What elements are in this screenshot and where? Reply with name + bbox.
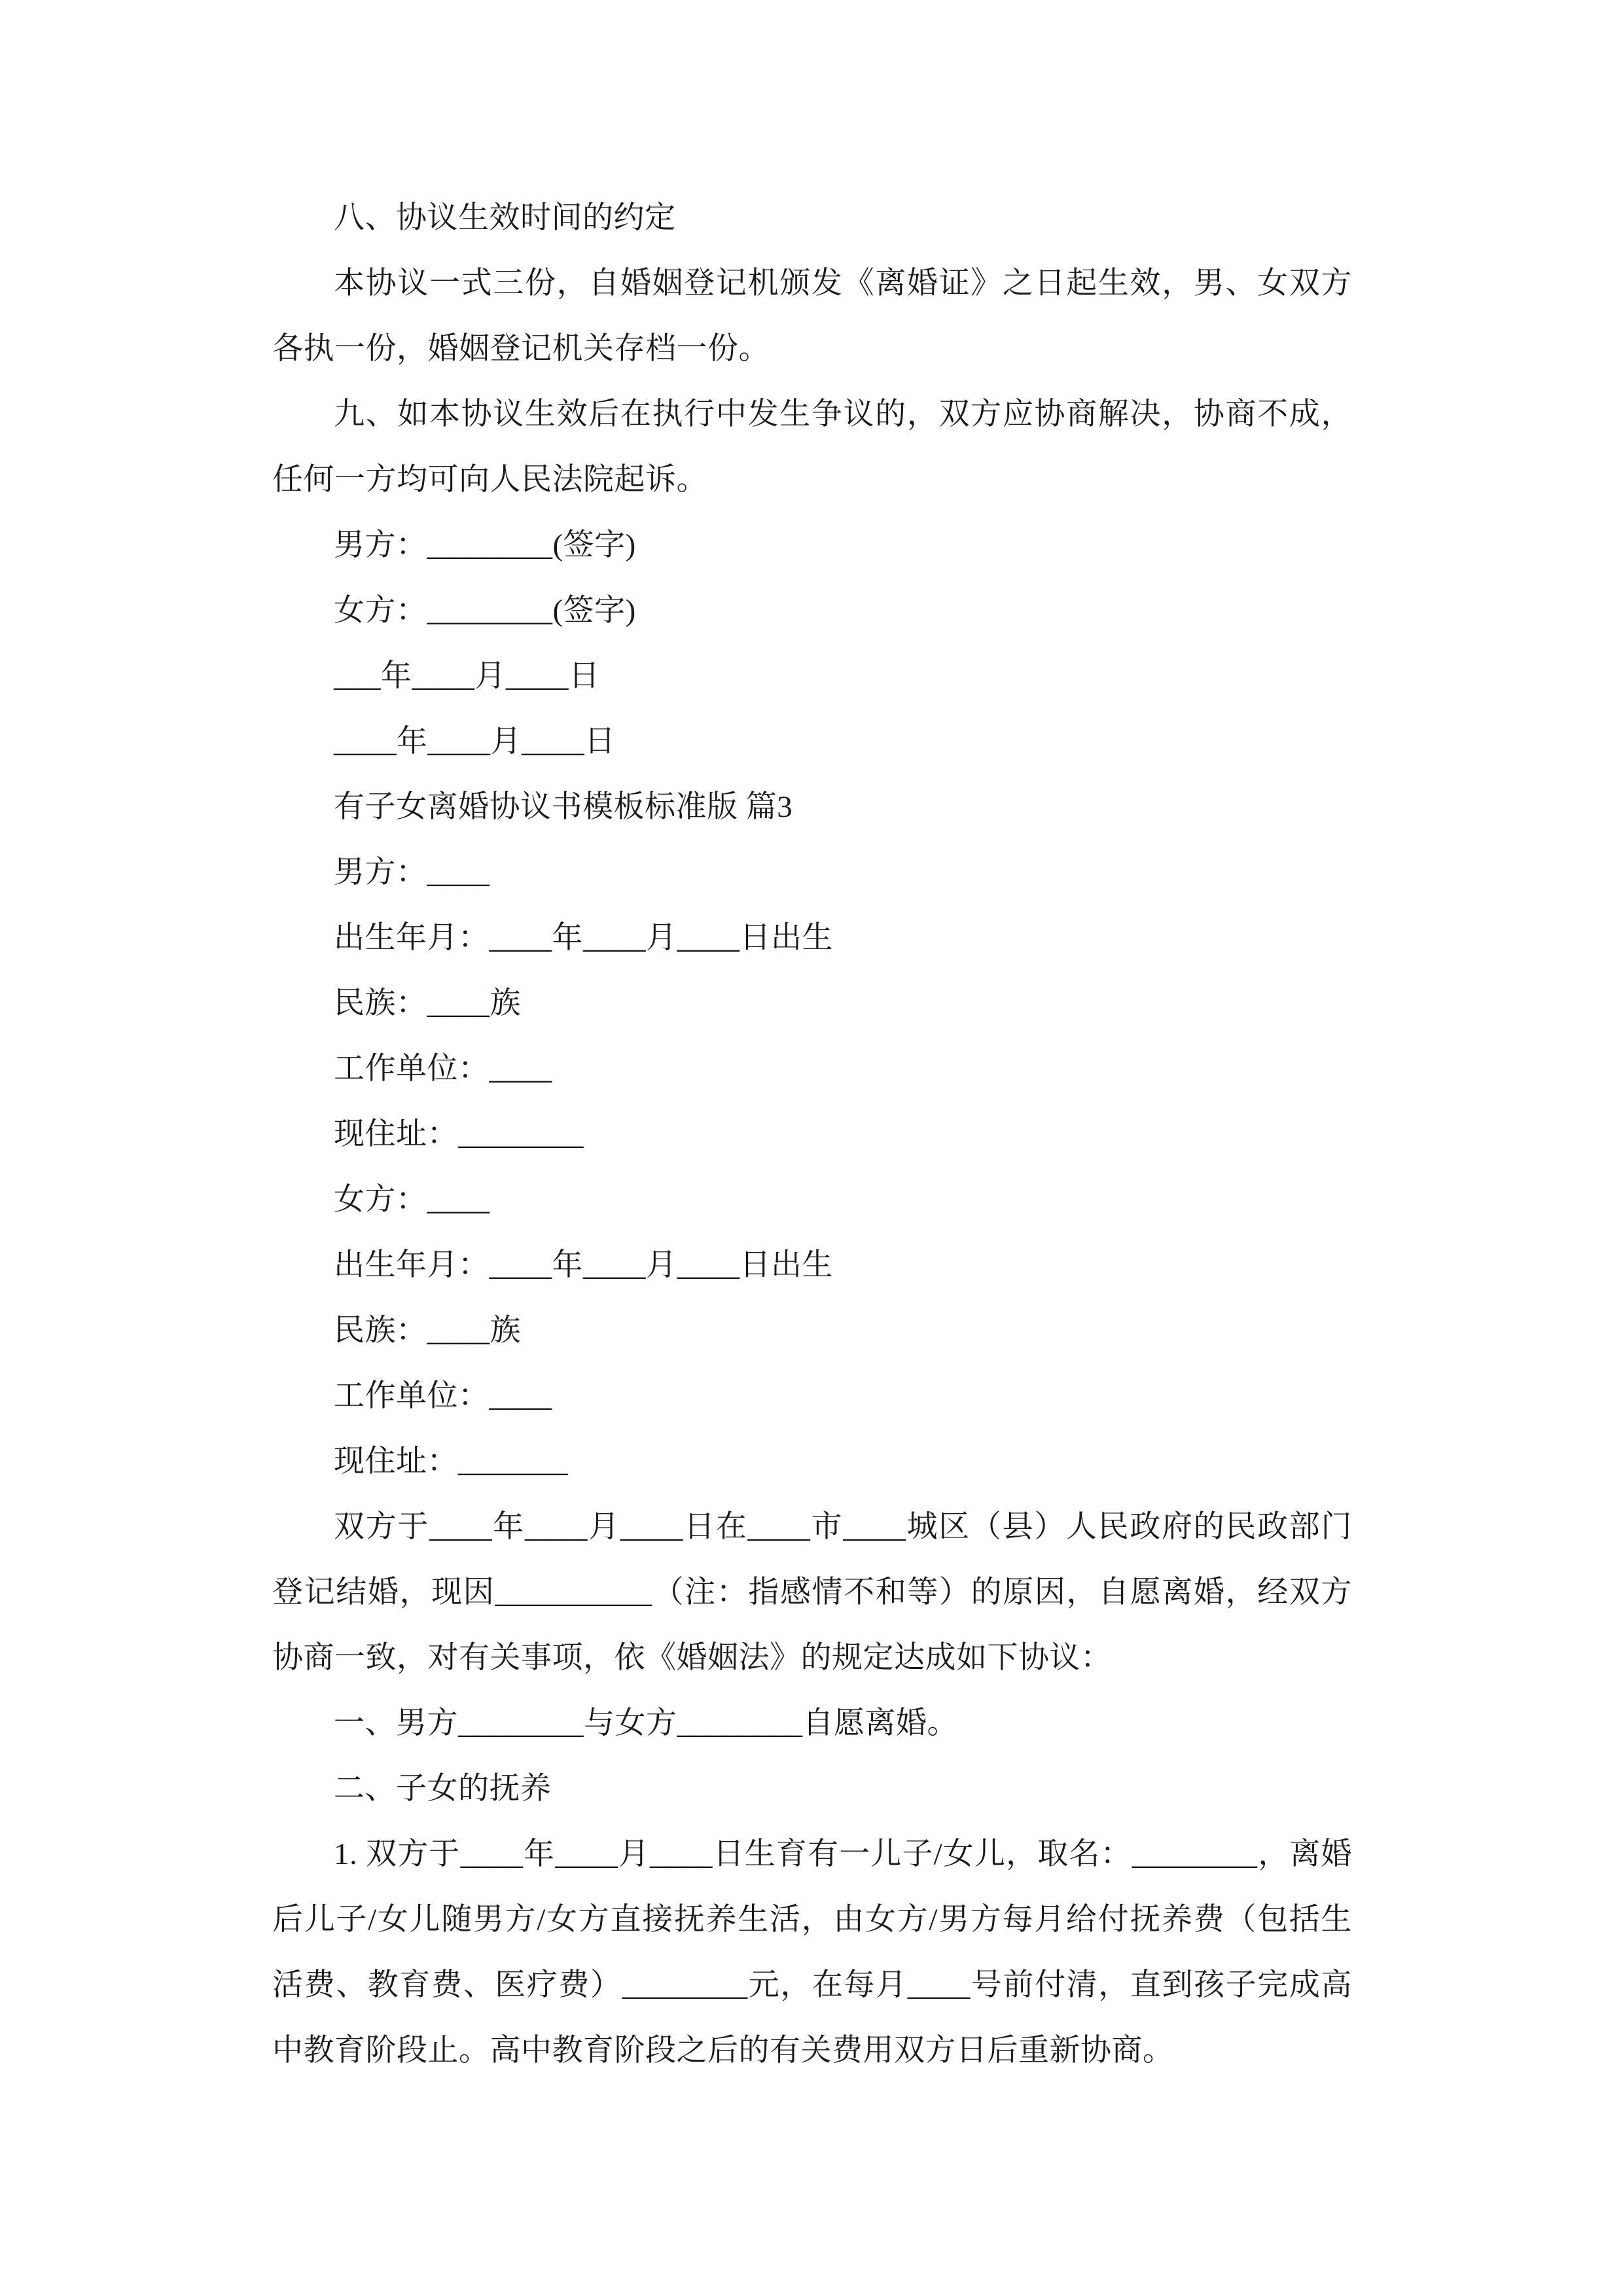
- document-content: [272, 185, 1352, 2083]
- field-line: 出生年月：____年____月____日出生: [334, 1248, 833, 1282]
- paragraph: 1. 双方于____年____月____日生育有一儿子/女儿，取名：________，离婚后儿子/女儿随男方/女方直接抚养生活，由女方/男方每月给付抚养费（包括生活费、教育费、医疗费）________元，在每月____号前付清，直到孩子完成高中教育阶段止。高中教育阶段之后的有关费用双方日后重新协商。: [272, 1837, 1352, 2068]
- field-line: 男方：____: [334, 855, 490, 889]
- field-line: 工作单位：____: [334, 1052, 552, 1086]
- field-line: 民族：____族: [334, 986, 521, 1020]
- section-heading: 八、协议生效时间的约定: [334, 201, 676, 235]
- section-heading: 二、子女的抚养: [334, 1772, 552, 1806]
- field-line: 工作单位：____: [334, 1379, 552, 1413]
- document-title: 有子女离婚协议书模板标准版 篇3: [334, 790, 793, 824]
- clause-line: 一、男方________与女方________自愿离婚。: [334, 1706, 958, 1740]
- field-line: 现住址：_______: [334, 1444, 568, 1479]
- signature-line-male: 男方：________(签字): [334, 528, 636, 562]
- field-line: 出生年月：____年____月____日出生: [334, 921, 833, 955]
- signature-line-female: 女方：________(签字): [334, 594, 636, 628]
- paragraph: 九、如本协议生效后在执行中发生争议的，双方应协商解决，协商不成，任何一方均可向人民法院起诉。: [272, 397, 1352, 497]
- field-line: 现住址：________: [334, 1117, 584, 1151]
- paragraph: 本协议一式三份，自婚姻登记机颁发《离婚证》之日起生效，男、女双方各执一份，婚姻登记机关存档一份。: [272, 266, 1352, 366]
- field-line: 民族：____族: [334, 1314, 521, 1348]
- paragraph: 双方于____年____月____日在____市____城区（县）人民政府的民政部门登记结婚，现因__________（注：指感情不和等）的原因，自愿离婚，经双方协商一致，对有关事项，依《婚姻法》的规定达成如下协议：: [272, 1510, 1352, 1675]
- date-line: ____年____月____日: [334, 725, 616, 759]
- field-line: 女方：____: [334, 1183, 490, 1217]
- date-line: ___年____月____日: [334, 659, 600, 693]
